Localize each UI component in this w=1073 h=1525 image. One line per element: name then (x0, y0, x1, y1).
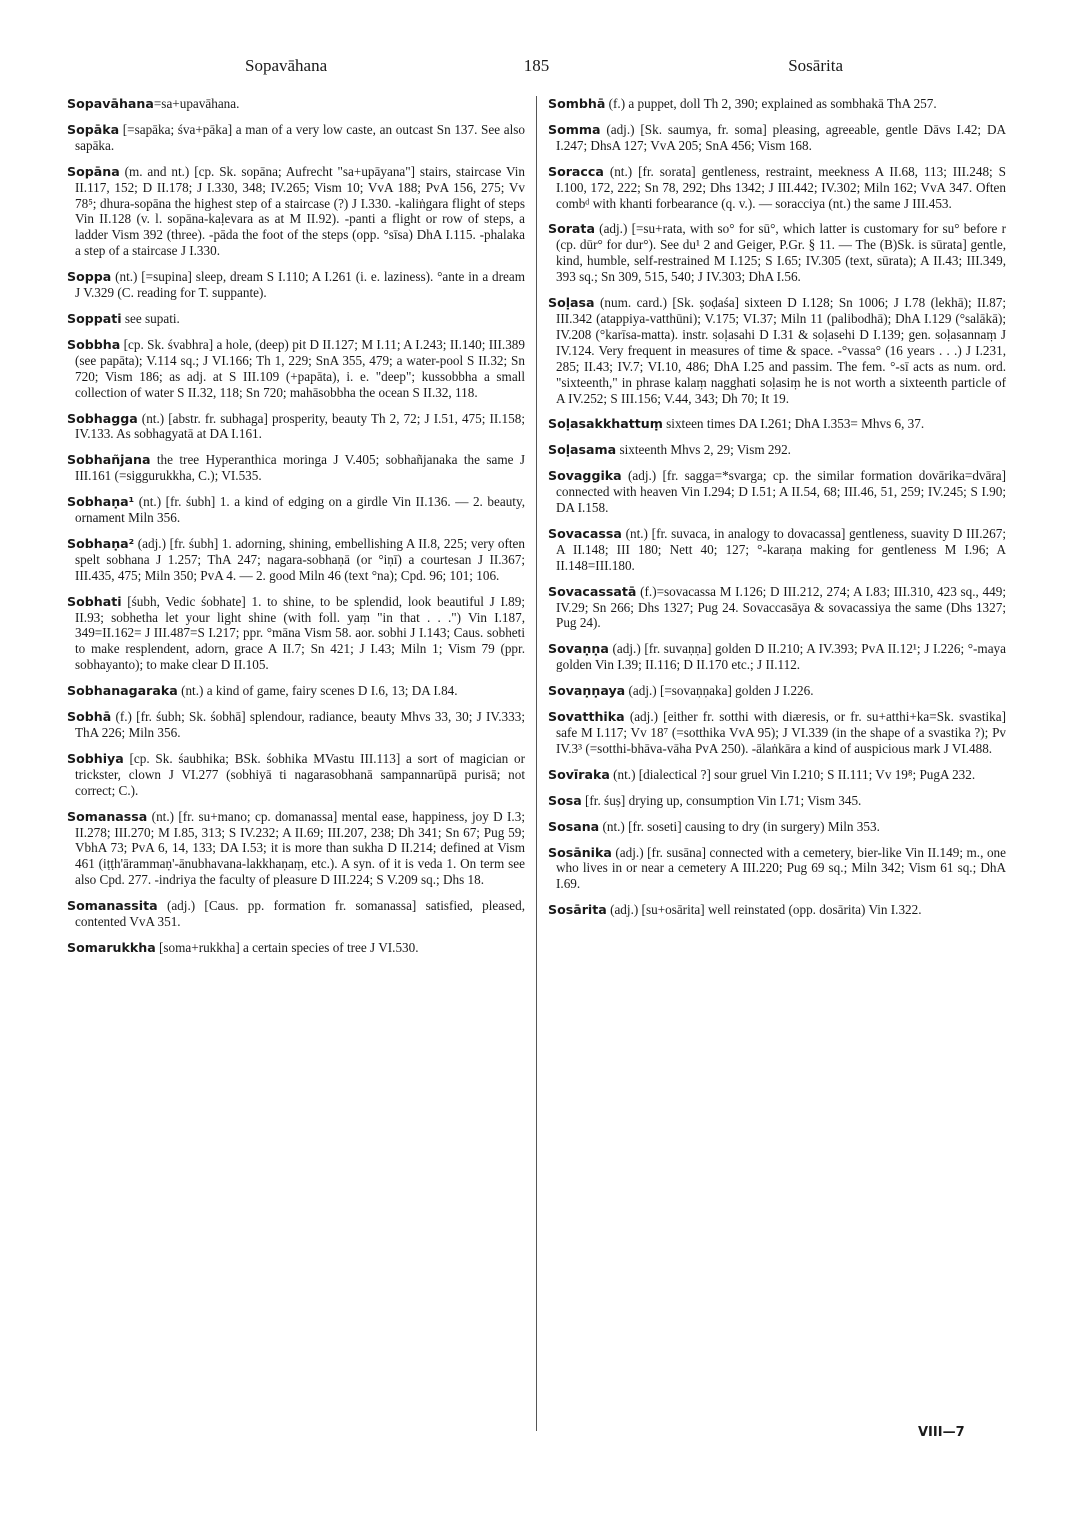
dictionary-entry (548, 526, 1006, 574)
entry-definition: the tree Hyperanthica moringa J V.405; sobhañjanaka the same J III.161 (=siggurukkha, C.); VI.535. (75, 452, 525, 484)
entry-definition: (nt.) [fr. soseti] causing to dry (in surgery) Miln 353. (599, 818, 880, 834)
signature-mark: VIII—7 (918, 1425, 965, 1440)
entry-definition: (adj.) [Sk. saumya, fr. soma] pleasing, agreeable, gentle Dāvs I.42; DA I.247; DhsA 127; VvA 205; SnA 456; Vism 168. (556, 121, 1006, 153)
entry-definition: (adj.) [=sovaṇṇaka] golden J I.226. (625, 683, 814, 699)
dictionary-entry (548, 767, 1006, 783)
entry-definition: (adj.) [=su+rata, with so° for sū°, which latter is customary for su° before r (cp. dūr° for dur°). See du¹ 2 and Geiger, P.Gr. § 11. — The (B)Sk. is sūrata] gentle, kind, humble, self-restrained M I.125; S I.65; IV.305 (text, sūrata); A II.43; III.349, 393 sq.; Sn 309, 515, 540; J IV.303; DhA I.56. (556, 221, 1006, 285)
headword: Sobbha (67, 336, 121, 352)
headword: Sorata (548, 221, 595, 237)
headword: Somarukkha (67, 939, 156, 955)
dictionary-entry (67, 751, 525, 799)
dictionary-entry (548, 709, 1006, 757)
entry-definition: [=sapāka; śva+pāka] a man of a very low caste, an outcast Sn 137. See also sapāka. (75, 121, 525, 153)
headword: Soppa (67, 269, 112, 285)
headword: Sobhati (67, 593, 122, 609)
left-column (67, 96, 525, 966)
headword: Sovacassa (548, 525, 622, 541)
dictionary-entry (548, 845, 1006, 893)
headword: Somanassa (67, 808, 148, 824)
entry-definition: [cp. Sk. śaubhika; BSk. śobhika MVastu III.113] a sort of magician or trickster, clown J VI.277 (sobhiyā ti nagarasobhanā sampannarūpā purisā; not correct; C.). (75, 750, 525, 798)
headword: Soḷasakkhattuṃ (548, 416, 663, 432)
dictionary-entry (548, 164, 1006, 212)
headword: Sosana (548, 818, 600, 834)
dictionary-entry (67, 898, 525, 930)
headword: Sobhanagaraka (67, 683, 178, 699)
headword: Soracca (548, 163, 604, 179)
entry-definition: see supati. (121, 310, 180, 326)
headword: Sosānika (548, 844, 612, 860)
dictionary-entry (67, 96, 525, 112)
headword: Soḷasama (548, 442, 617, 458)
dictionary-entry (67, 809, 525, 889)
dictionary-entry (67, 311, 525, 327)
dictionary-entry (548, 416, 1006, 432)
dictionary-entry (548, 442, 1006, 458)
entry-definition: (nt.) [fr. suvaca, in analogy to dovacassa] gentleness, suavity D III.267; A II.148; III 180; Nett 40; 127; °-karaṇa making for gentleness M I.96; A II.148=III.180. (556, 525, 1006, 573)
headword: Sovatthika (548, 709, 625, 725)
headword: Sovaṇṇaya (548, 683, 626, 699)
headword: Somanassita (67, 898, 158, 914)
column-divider (536, 96, 537, 1431)
entry-definition: (adj.) [fr. sagga=*svarga; cp. the similar formation dovārika=dvāra] connected with heaven Vin I.294; D I.51; A II.54, 68; III.46, 51, 259; IV.245; S I.90; DA I.158. (556, 468, 1006, 516)
headword: Sosa (548, 792, 582, 808)
headword: Sobhaṇa¹ (67, 494, 135, 510)
dictionary-entry (67, 494, 525, 526)
entry-definition: sixteen times DA I.261; DhA I.353= Mhvs 6, 37. (662, 416, 925, 432)
headword: Sopavāhana (67, 96, 154, 111)
entry-definition: (adj.) [Caus. pp. formation fr. somanassa] satisfied, pleased, contented VvA 351. (75, 898, 525, 930)
headword: Sobhaṇa² (67, 535, 135, 551)
headword: Sopāka (67, 121, 120, 137)
headword: Sobhañjana (67, 452, 151, 468)
dictionary-entry (548, 584, 1006, 632)
dictionary-entry (548, 96, 1006, 112)
dictionary-entry (67, 940, 525, 956)
dictionary-entry (548, 641, 1006, 673)
dictionary-entry (67, 411, 525, 443)
dictionary-entry (67, 709, 525, 741)
dictionary-entry (548, 793, 1006, 809)
headword: Sobhiya (67, 750, 124, 766)
dictionary-entry (548, 468, 1006, 516)
headword: Sobhagga (67, 410, 138, 426)
headword: Sovacassatā (548, 583, 637, 599)
dictionary-entry (67, 122, 525, 154)
dictionary-entry (67, 452, 525, 484)
headword: Soḷasa (548, 295, 595, 311)
entry-definition: =sa+upavāhana. (153, 96, 240, 111)
page-number: 185 (523, 56, 550, 75)
right-column (548, 96, 1006, 928)
dictionary-entry (548, 295, 1006, 406)
entry-definition: (nt.) [=supina] sleep, dream S I.110; A I.261 (i. e. laziness). °ante in a dream J V.329 (C. reading for T. suppante). (75, 269, 525, 301)
headword: Sobhā (67, 709, 112, 725)
headword: Somma (548, 121, 601, 137)
entry-definition: (nt.) a kind of game, fairy scenes D I.6, 13; DA I.84. (177, 683, 458, 699)
dictionary-entry (548, 221, 1006, 285)
entry-definition: (adj.) [fr. śubh] 1. adorning, shining, embellishing A II.8, 225; very often spelt sobhana J 1.257; ThA 247; nagara-sobhaṇā (or °iṇī) a courtesan J II.367; III.435, 475; Miln 350; PvA 4. — 2. good Miln 46 (text °na); Cpd. 96; 101; 106. (75, 535, 525, 583)
dictionary-entry (67, 536, 525, 584)
dictionary-entry (67, 337, 525, 401)
entry-definition: [cp. Sk. śvabhra] a hole, (deep) pit D II.127; M I.11; A I.243; II.140; III.389 (see papāta); V.114 sq.; J VI.166; Th 1, 229; SnA 355, 479; a water-pool S II.32; Sn 720; Vism 186; as adj. at S III.109 (+papāta), i. e. "deep"; kussobbha a small collection of water S II.32, 118; Sn 720; mahāsobbha the ocean S II.32, 118. (75, 336, 525, 400)
dictionary-entry (67, 164, 525, 259)
headword: Soppati (67, 310, 122, 326)
dictionary-entry (548, 902, 1006, 918)
entry-definition: (nt.) [fr. śubh] 1. a kind of edging on a girdle Vin II.136. — 2. beauty, ornament Miln 356. (75, 494, 525, 526)
entry-definition: sixteenth Mhvs 2, 29; Vism 292. (616, 442, 791, 458)
entry-definition: (nt.) [dialectical ?] sour gruel Vin I.210; S II.111; Vv 19⁸; PugA 232. (609, 766, 976, 782)
dictionary-entry (548, 819, 1006, 835)
entry-definition: (f.) [fr. śubh; Sk. śobhā] splendour, radiance, beauty Mhvs 33, 30; J IV.333; ThA 226; Miln 356. (75, 709, 525, 740)
entry-definition: (adj.) [su+osārita] well reinstated (opp. dosārita) Vin I.322. (606, 902, 922, 918)
entry-definition: (f.)=sovacassa M I.126; D III.212, 274; A I.83; III.310, 423 sq., 449; IV.29; Sn 266; Dhs 1327; Pug 24. Sovaccasāya & sovacassiya the same (Dhs 1327; Pug 24). (556, 583, 1006, 631)
headword: Sovaṇṇa (548, 641, 609, 657)
dictionary-entry (548, 122, 1006, 154)
running-head-right: Sosārita (788, 56, 843, 75)
dictionary-entry (67, 269, 525, 301)
running-head-left: Sopavāhana (245, 56, 328, 75)
entry-definition: (adj.) [either fr. sotthi with diæresis, or fr. su+atthi+ka=Sk. svastika] safe M I.117; Vv 18⁷ (=sotthika VvA 95); J VI.339 (in the shape of a svastika ?); Pv IV.3³ (=sotthi-bhāva-vāha PvA 250). -ālaṅkāra a kind of auspicious mark J VI.488. (556, 709, 1006, 756)
dictionary-entry (67, 594, 525, 674)
entry-definition: (m. and nt.) [cp. Sk. sopāna; Aufrecht "sa+upāyana"] stairs, staircase Vin II.117, 152; D II.178; J I.330, 348; IV.265; Vism 10; VvA 188; PvA 156, 275; Vv 78⁵; dhura-sopāna the highest step of a staircase (?) J I.330. -kaliṅgara flight of steps Vin II.128 (v. l. sopāna-kaḷevara as at M II.92). -panti a flight or row of steps, a ladder Vism 392 (three). -pāda the foot of the steps (opp. °sīsa) DhA I.115. -phalaka a step of a staircase J I.330. (75, 163, 525, 259)
entry-definition: [śubh, Vedic śobhate] 1. to shine, to be splendid, look beautiful J I.89; II.93; sobhetha let your light shine (with foll. yaṃ "in that . . .") Vin I.187, 349=II.162= J III.487=S I.217; ppr. °māna Vism 58. aor. sobhi J I.143; Caus. sobheti to make resplendent, adorn, grace A II.7; Sn 421; J I.43; Miln 1; Vism 79 (ppr. sobhayanto); to make clear D II.105. (75, 593, 525, 673)
entry-definition: (num. card.) [Sk. ṣoḍaśa] sixteen D I.128; Sn 1006; J I.78 (lekhā); II.87; III.342 (atappiya-vatthūni); V.175; VI.37; Miln 11 (palibodhā); DhA I.129 (°salākā); IV.208 (°karīsa-matta). instr. soḷasahi D I.31 & soḷasehi D I.139; gen. soḷasannaṃ J IV.124. Very frequent in measures of time & space. -°vassa° (16 years . . .) J I.231, 285; II.43; IV.7; VI.10, 486; DhA I.25 and passim. The fem. °-sī acts as num. ord. "sixteenth," in phrase kalaṃ nagghati soḷasiṃ he is not worth a sixteenth particle of A IV.252; S III.156; V.44, 343; Dh 70; It 19. (556, 295, 1006, 406)
entry-definition: (adj.) [fr. suvaṇṇa] golden D II.210; A IV.393; PvA II.12¹; J I.226; °-maya golden Vin I.39; II.116; D II.170 etc.; J II.112. (556, 641, 1006, 673)
entry-definition: (nt.) [fr. su+mano; cp. domanassa] mental ease, happiness, joy D I.3; II.278; III.270; M I.85, 313; S IV.232; A II.69; III.207, 238; Dh 341; Sn 67; Pug 59; VbhA 73; PvA 6, 14, 133; DA I.53; it is more than sukha D II.214; defined at Vism 461 (iṭṭh'ārammaṇ'-ānubhavana-lakkhaṇaṃ, etc.). A syn. of it is veda 1. On term see also Cpd. 277. -indriya the faculty of pleasure D III.224; S V.209 sq.; Dhs 18. (75, 808, 525, 888)
entry-definition: (nt.) [fr. sorata] gentleness, restraint, meekness A II.68, 113; III.248; S I.100, 172, 222; Sn 78, 292; Dhs 1342; J III.442; IV.302; Miln 162; VvA 347. Often combᵈ with khanti forbearance (q. v.). — soracciya (nt.) the same J III.453. (556, 163, 1006, 211)
headword: Sosārita (548, 902, 607, 918)
entry-definition: (nt.) [abstr. fr. subhaga] prosperity, beauty Th 2, 72; J I.51, 475; II.158; IV.133. As sobhagyatā at DA I.161. (75, 410, 525, 442)
entry-definition: (f.) a puppet, doll Th 2, 390; explained as sombhakā ThA 257. (605, 96, 937, 111)
entry-definition: [fr. śuṣ] drying up, consumption Vin I.71; Vism 345. (581, 792, 862, 808)
dictionary-entry (548, 683, 1006, 699)
headword: Sovīraka (548, 766, 610, 782)
entry-definition: (adj.) [fr. susāna] connected with a cemetery, bier-like Vin II.149; m., one who lives in or near a cemetery A III.220; Pug 69 sq.; Miln 342; Vism 61 sq.; DhA I.69. (556, 844, 1006, 892)
headword: Sombhā (548, 96, 606, 111)
headword: Sopāna (67, 163, 120, 179)
page-header (60, 56, 1013, 84)
entry-definition: [soma+rukkha] a certain species of tree J VI.530. (155, 939, 419, 955)
dictionary-entry (67, 683, 525, 699)
headword: Sovaggika (548, 468, 622, 484)
